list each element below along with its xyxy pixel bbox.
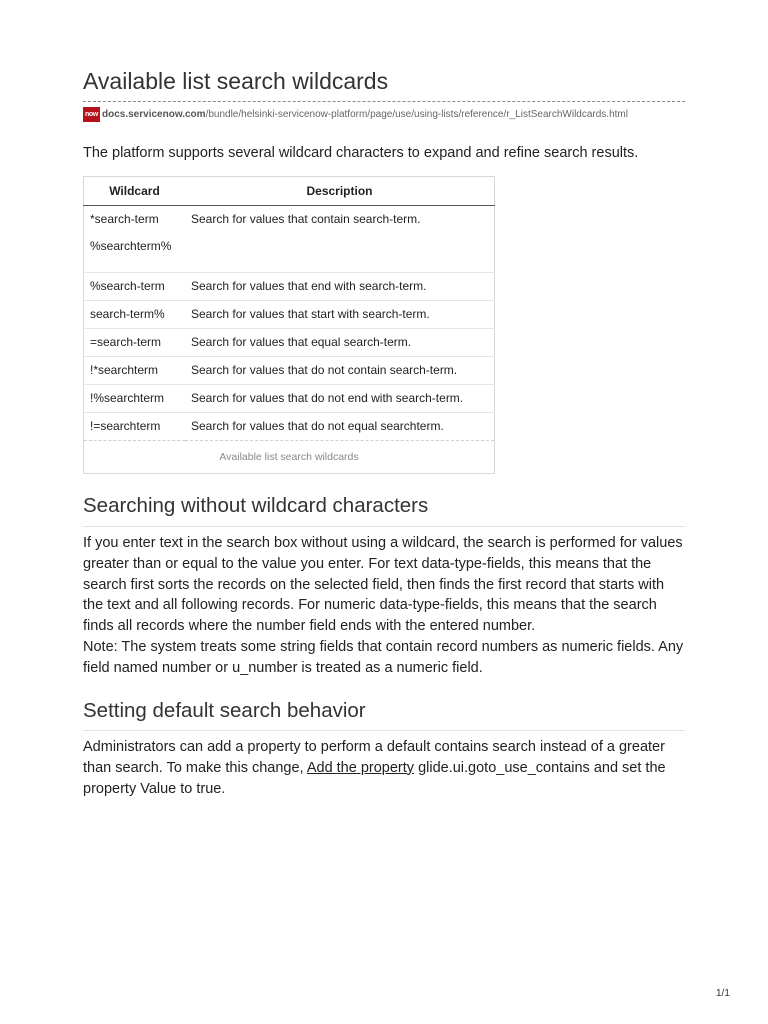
wildcard-cell: %search-term (84, 273, 186, 301)
wildcard-cell: !*searchterm (84, 357, 186, 385)
wildcard-value-alt: %searchterm% (90, 239, 172, 253)
section-paragraph (83, 737, 685, 799)
wildcard-cell: !=searchterm (84, 413, 186, 441)
column-header-wildcard: Wildcard (84, 177, 186, 206)
table-row (84, 357, 495, 385)
servicenow-logo-icon: now (83, 107, 100, 122)
description-cell: Search for values that do not equal searchterm. (185, 413, 495, 441)
source-path: /bundle/helsinki-servicenow-platform/page/use/using-lists/reference/r_ListSearchWildcards.html (205, 109, 628, 120)
section-heading-searching-without-wildcards: Searching without wildcard characters (83, 494, 429, 517)
description-cell: Search for values that end with search-term. (185, 273, 495, 301)
table-row (84, 273, 495, 301)
wildcard-cell: =search-term (84, 329, 186, 357)
description-cell: Search for values that start with search-term. (185, 301, 495, 329)
section-body (83, 533, 685, 679)
add-the-property-link[interactable]: Add the property (306, 759, 415, 776)
source-url[interactable] (83, 107, 628, 122)
wildcard-cell (84, 206, 186, 273)
wildcards-table (83, 176, 495, 474)
page-title: Available list search wildcards (83, 68, 389, 94)
page-number: 1/1 (716, 988, 730, 999)
paragraph-text: glide.ui.goto_use_contains and set the property Value to true. (83, 759, 666, 797)
wildcard-value: *search-term (90, 212, 159, 226)
intro-text: The platform supports several wildcard characters to expand and refine search results. (83, 145, 639, 161)
title-divider (83, 101, 685, 102)
table-row (84, 385, 495, 413)
section-paragraph: If you enter text in the search box without using a wildcard, the search is performed for values greater than or equal to the value you enter. For text data-type-fields, this means that the search first sorts the records on the selected field, then finds the first record that starts with the text and all following records. For numeric data-type-fields, this means that the search finds all records where the number field ends with the entered number. (83, 535, 683, 635)
section-note: Note: The system treats some string fields that contain record numbers as numeric fields. Any field named number or u_number is treated as a numeric field. (83, 638, 684, 676)
column-header-description: Description (185, 177, 495, 206)
source-domain: docs.servicenow.com (102, 109, 206, 120)
section-divider (83, 526, 685, 527)
description-cell: Search for values that do not contain search-term. (185, 357, 495, 385)
table-row (84, 301, 495, 329)
description-cell: Search for values that equal search-term. (185, 329, 495, 357)
table-row (84, 413, 495, 441)
wildcard-cell: search-term% (84, 301, 186, 329)
description-cell: Search for values that contain search-term. (185, 206, 495, 273)
section-heading-default-search-behavior: Setting default search behavior (83, 699, 366, 722)
table-row (84, 329, 495, 357)
paragraph-text: Administrators can add a property to perform a default contains search instead of a greater than search. To make this change, (83, 739, 665, 776)
table-caption: Available list search wildcards (219, 451, 359, 463)
table-caption-row (84, 441, 495, 474)
section-divider (83, 730, 685, 731)
description-cell: Search for values that do not end with search-term. (185, 385, 495, 413)
wildcard-cell: !%searchterm (84, 385, 186, 413)
table-row (84, 206, 495, 273)
